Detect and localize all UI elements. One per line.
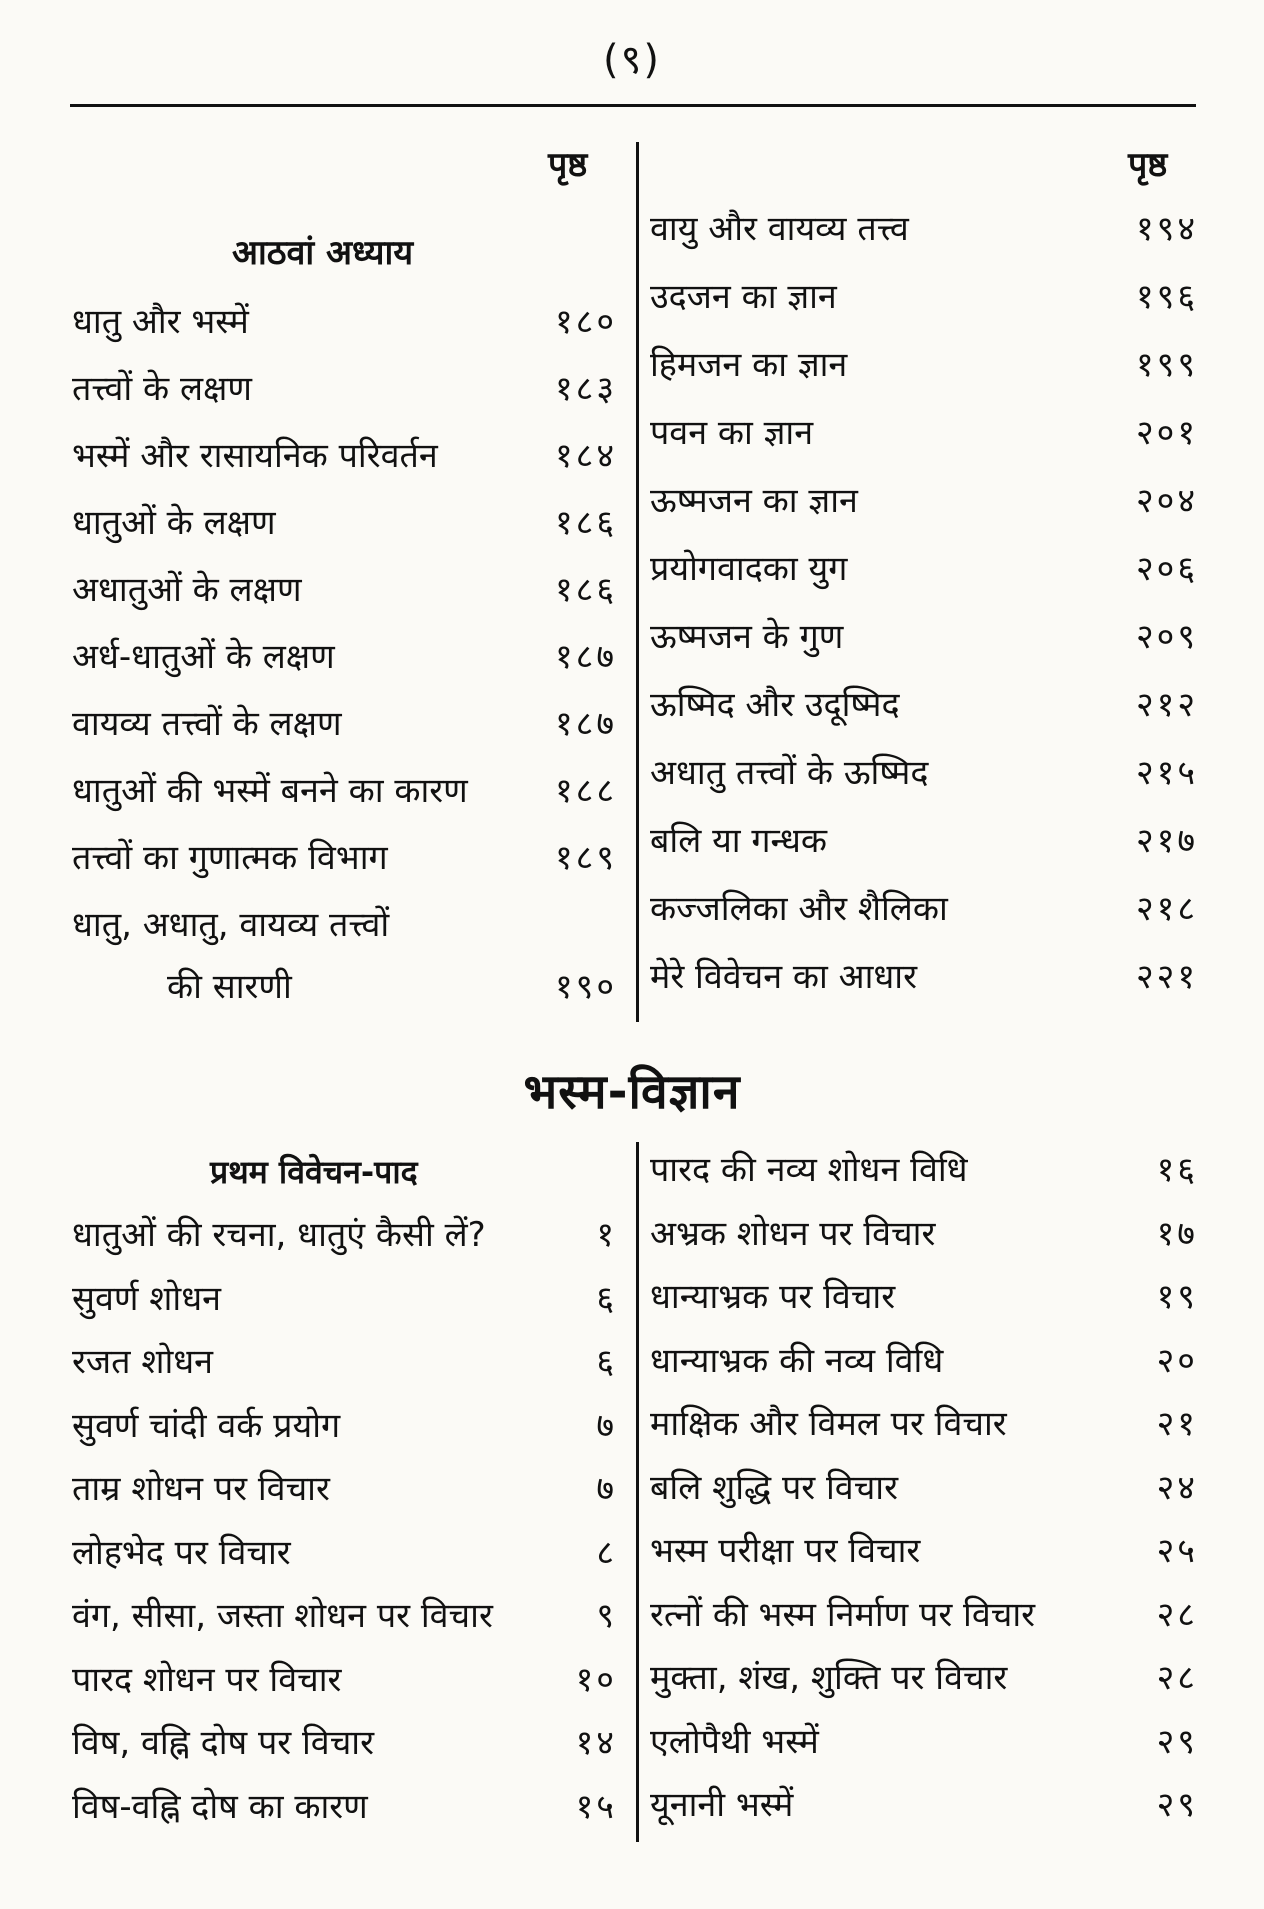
toc-entry-title: रजत शोधन: [72, 1342, 214, 1382]
toc-entry-page-number: २८: [1156, 1594, 1198, 1635]
toc-entry: [650, 753, 1198, 824]
toc-entry: [72, 1405, 617, 1473]
toc-entry-title: सुवर्ण चांदी वर्क प्रयोग: [72, 1405, 341, 1446]
toc-entry-title: उदजन का ज्ञान: [650, 277, 837, 317]
toc-entry: [650, 1467, 1198, 1535]
toc-list-right-bottom: [650, 1150, 1198, 1852]
toc-entry-page-number: २९: [1156, 1721, 1198, 1762]
toc-entry: [72, 1215, 617, 1282]
toc-entry: [650, 1340, 1198, 1408]
toc-entry-page-number: १९९: [1135, 345, 1198, 385]
toc-entry-title: यूनानी भस्में: [650, 1785, 794, 1825]
toc-list-right-top: [650, 209, 1198, 1028]
toc-entry: [72, 771, 617, 841]
toc-entry-title: बलि शुद्धि पर विचार: [650, 1467, 899, 1508]
toc-entry: [72, 704, 617, 774]
toc-entry: [72, 369, 617, 439]
toc-entry-page-number: २४: [1156, 1467, 1198, 1508]
toc-entry: [72, 1278, 617, 1346]
toc-entry-title: रत्नों की भस्म निर्माण पर विचार: [650, 1594, 1036, 1635]
header-rule: [70, 104, 1196, 107]
toc-entry-title-continuation: की सारणी: [167, 967, 292, 1007]
toc-entry-page-number: २८: [1156, 1658, 1198, 1698]
toc-entry: [650, 1150, 1198, 1217]
toc-entry-title: तत्त्वों का गुणात्मक विभाग: [72, 838, 388, 878]
toc-entry-title: धान्याभ्रक पर विचार: [650, 1277, 896, 1317]
toc-entry: [650, 1658, 1198, 1725]
toc-entry-page-number: १८४: [554, 436, 617, 476]
toc-entry-page-number: २१५: [1135, 753, 1198, 793]
chapter-title: आठवां अध्याय: [232, 233, 414, 273]
toc-entry-page-number: ७: [596, 1469, 617, 1509]
toc-entry: [72, 1786, 617, 1854]
toc-entry-page-number: २२१: [1135, 957, 1198, 997]
left-page-column-header: पृष्ठ: [548, 145, 588, 185]
toc-entry-page-number: १९६: [1135, 277, 1198, 317]
toc-entry: [650, 957, 1198, 1028]
toc-entry: [72, 637, 617, 707]
toc-entry: [650, 345, 1198, 416]
toc-entry: [650, 1213, 1198, 1281]
toc-entry: [650, 1531, 1198, 1598]
toc-entry: [650, 1785, 1198, 1852]
toc-entry: [72, 436, 617, 506]
toc-entry-title: धातुओं की भस्में बनने का कारण: [72, 771, 468, 811]
toc-entry: [650, 1594, 1198, 1662]
toc-entry-page-number: १: [596, 1215, 617, 1255]
toc-entry: [650, 685, 1198, 756]
toc-entry-page-number: १८६: [554, 503, 617, 543]
toc-entry: [650, 1721, 1198, 1789]
toc-entry-page-number: ६: [596, 1342, 617, 1382]
toc-entry-page-number: १९०: [554, 967, 617, 1007]
toc-entry-page-number: ९: [596, 1596, 617, 1636]
toc-entry: [650, 413, 1198, 484]
toc-entry-page-number: २०४: [1135, 481, 1198, 521]
toc-entry-title: धान्याभ्रक की नव्य विधि: [650, 1340, 944, 1381]
toc-entry-page-number: १०: [575, 1659, 617, 1700]
section-main-title: भस्म-विज्ञान: [523, 1064, 741, 1120]
toc-entry-title: प्रयोगवादका युग: [650, 549, 848, 589]
toc-entry-title: पारद की नव्य शोधन विधि: [650, 1150, 968, 1190]
column-divider-bottom: [636, 1142, 639, 1842]
toc-entry: [72, 570, 617, 640]
toc-entry-title: वायु और वायव्य तत्त्व: [650, 209, 909, 249]
toc-entry-title: हिमजन का ज्ञान: [650, 345, 848, 385]
toc-entry-page-number: १४: [575, 1723, 617, 1763]
toc-entry: [72, 302, 617, 372]
toc-entry-title: धातु और भस्में: [72, 302, 249, 342]
toc-entry-title: विष, वह्नि दोष पर विचार: [72, 1723, 374, 1763]
toc-list-left-top: [72, 302, 617, 1007]
page-number: (९): [602, 37, 661, 83]
toc-entry-page-number: १५: [575, 1786, 617, 1827]
toc-entry-page-number: २०१: [1135, 413, 1198, 453]
toc-entry-page-number: १९: [1156, 1277, 1198, 1317]
toc-entry: [72, 1469, 617, 1536]
toc-entry: [650, 277, 1198, 348]
toc-entry-title: भस्में और रासायनिक परिवर्तन: [72, 436, 438, 476]
toc-entry-page-number: १७: [1156, 1213, 1198, 1254]
toc-entry-page-number: २९: [1156, 1785, 1198, 1825]
toc-entry-page-number: २०६: [1135, 549, 1198, 589]
toc-entry: [72, 1342, 617, 1409]
toc-entry-page-number: १८०: [554, 302, 617, 342]
toc-entry-page-number: १६: [1156, 1150, 1198, 1190]
toc-entry-page-number: १८९: [554, 838, 617, 878]
toc-entry-title: अधातु तत्त्वों के ऊष्मिद: [650, 753, 929, 793]
toc-entry-title: एलोपैथी भस्में: [650, 1721, 819, 1762]
toc-entry-page-number: १८७: [554, 637, 617, 677]
column-divider-top: [636, 142, 639, 1022]
toc-entry: [72, 905, 617, 1007]
toc-entry-page-number: १८३: [554, 369, 617, 409]
toc-entry-page-number: २१८: [1135, 889, 1198, 929]
toc-entry-page-number: २०: [1156, 1340, 1198, 1381]
toc-entry: [650, 1404, 1198, 1471]
toc-entry: [72, 1532, 617, 1600]
toc-entry-title: बलि या गन्धक: [650, 821, 827, 861]
toc-entry-title: मुक्ता, शंख, शुक्ति पर विचार: [650, 1658, 1008, 1698]
toc-entry: [72, 503, 617, 573]
toc-entry: [650, 821, 1198, 892]
toc-entry-page-number: १९४: [1135, 209, 1198, 249]
toc-entry: [72, 838, 617, 908]
toc-entry-page-number: २१७: [1135, 821, 1198, 861]
toc-entry-title: पारद शोधन पर विचार: [72, 1659, 342, 1700]
toc-entry-page-number: ७: [596, 1405, 617, 1446]
toc-entry-page-number: २१२: [1135, 685, 1198, 725]
toc-entry-title: धातु, अधातु, वायव्य तत्त्वों: [72, 905, 390, 945]
toc-entry-title: ऊष्मजन के गुण: [650, 617, 844, 657]
toc-entry-title: अभ्रक शोधन पर विचार: [650, 1213, 936, 1254]
toc-entry: [650, 1277, 1198, 1344]
toc-list-left-bottom: [72, 1215, 617, 1853]
toc-entry-title: अर्ध-धातुओं के लक्षण: [72, 637, 335, 677]
toc-entry: [650, 209, 1198, 280]
toc-entry-title: मेरे विवेचन का आधार: [650, 957, 918, 997]
toc-entry-page-number: २१: [1156, 1404, 1198, 1444]
toc-entry-title: भस्म परीक्षा पर विचार: [650, 1531, 921, 1571]
toc-entry: [650, 889, 1198, 960]
toc-entry-title: अधातुओं के लक्षण: [72, 570, 302, 610]
toc-entry-title: माक्षिक और विमल पर विचार: [650, 1404, 1007, 1444]
toc-entry-title: वायव्य तत्त्वों के लक्षण: [72, 704, 342, 744]
toc-entry: [72, 1596, 617, 1663]
toc-entry-title: तत्त्वों के लक्षण: [72, 369, 252, 409]
toc-entry: [650, 481, 1198, 552]
toc-entry-page-number: ६: [596, 1278, 617, 1319]
toc-entry-page-number: १८६: [554, 570, 617, 610]
toc-entry-title: धातुओं के लक्षण: [72, 503, 276, 543]
toc-entry-page-number: १८८: [554, 771, 617, 811]
toc-entry-title: सुवर्ण शोधन: [72, 1278, 221, 1319]
toc-entry-page-number: २५: [1156, 1531, 1198, 1571]
toc-entry-title: वंग, सीसा, जस्ता शोधन पर विचार: [72, 1596, 493, 1636]
toc-entry: [650, 617, 1198, 688]
toc-entry-page-number: १८७: [554, 704, 617, 744]
toc-entry: [72, 1659, 617, 1727]
toc-entry: [72, 1723, 617, 1790]
toc-entry-title: ऊष्मजन का ज्ञान: [650, 481, 858, 521]
right-page-column-header: पृष्ठ: [1128, 145, 1168, 185]
toc-entry: [650, 549, 1198, 620]
toc-entry-page-number: २०९: [1135, 617, 1198, 657]
toc-entry-title: ऊष्मिद और उदूष्मिद: [650, 685, 900, 725]
toc-entry-title: धातुओं की रचना, धातुएं कैसी लें?: [72, 1215, 486, 1255]
toc-entry-title: ताम्र शोधन पर विचार: [72, 1469, 330, 1509]
toc-entry-page-number: ८: [596, 1532, 617, 1573]
toc-entry-title: लोहभेद पर विचार: [72, 1532, 291, 1573]
toc-entry-title: विष-वह्नि दोष का कारण: [72, 1786, 368, 1827]
toc-entry-title: कज्जलिका और शैलिका: [650, 889, 948, 929]
subsection-title: प्रथम विवेचन-पाद: [210, 1153, 418, 1191]
toc-entry-title: पवन का ज्ञान: [650, 413, 814, 453]
